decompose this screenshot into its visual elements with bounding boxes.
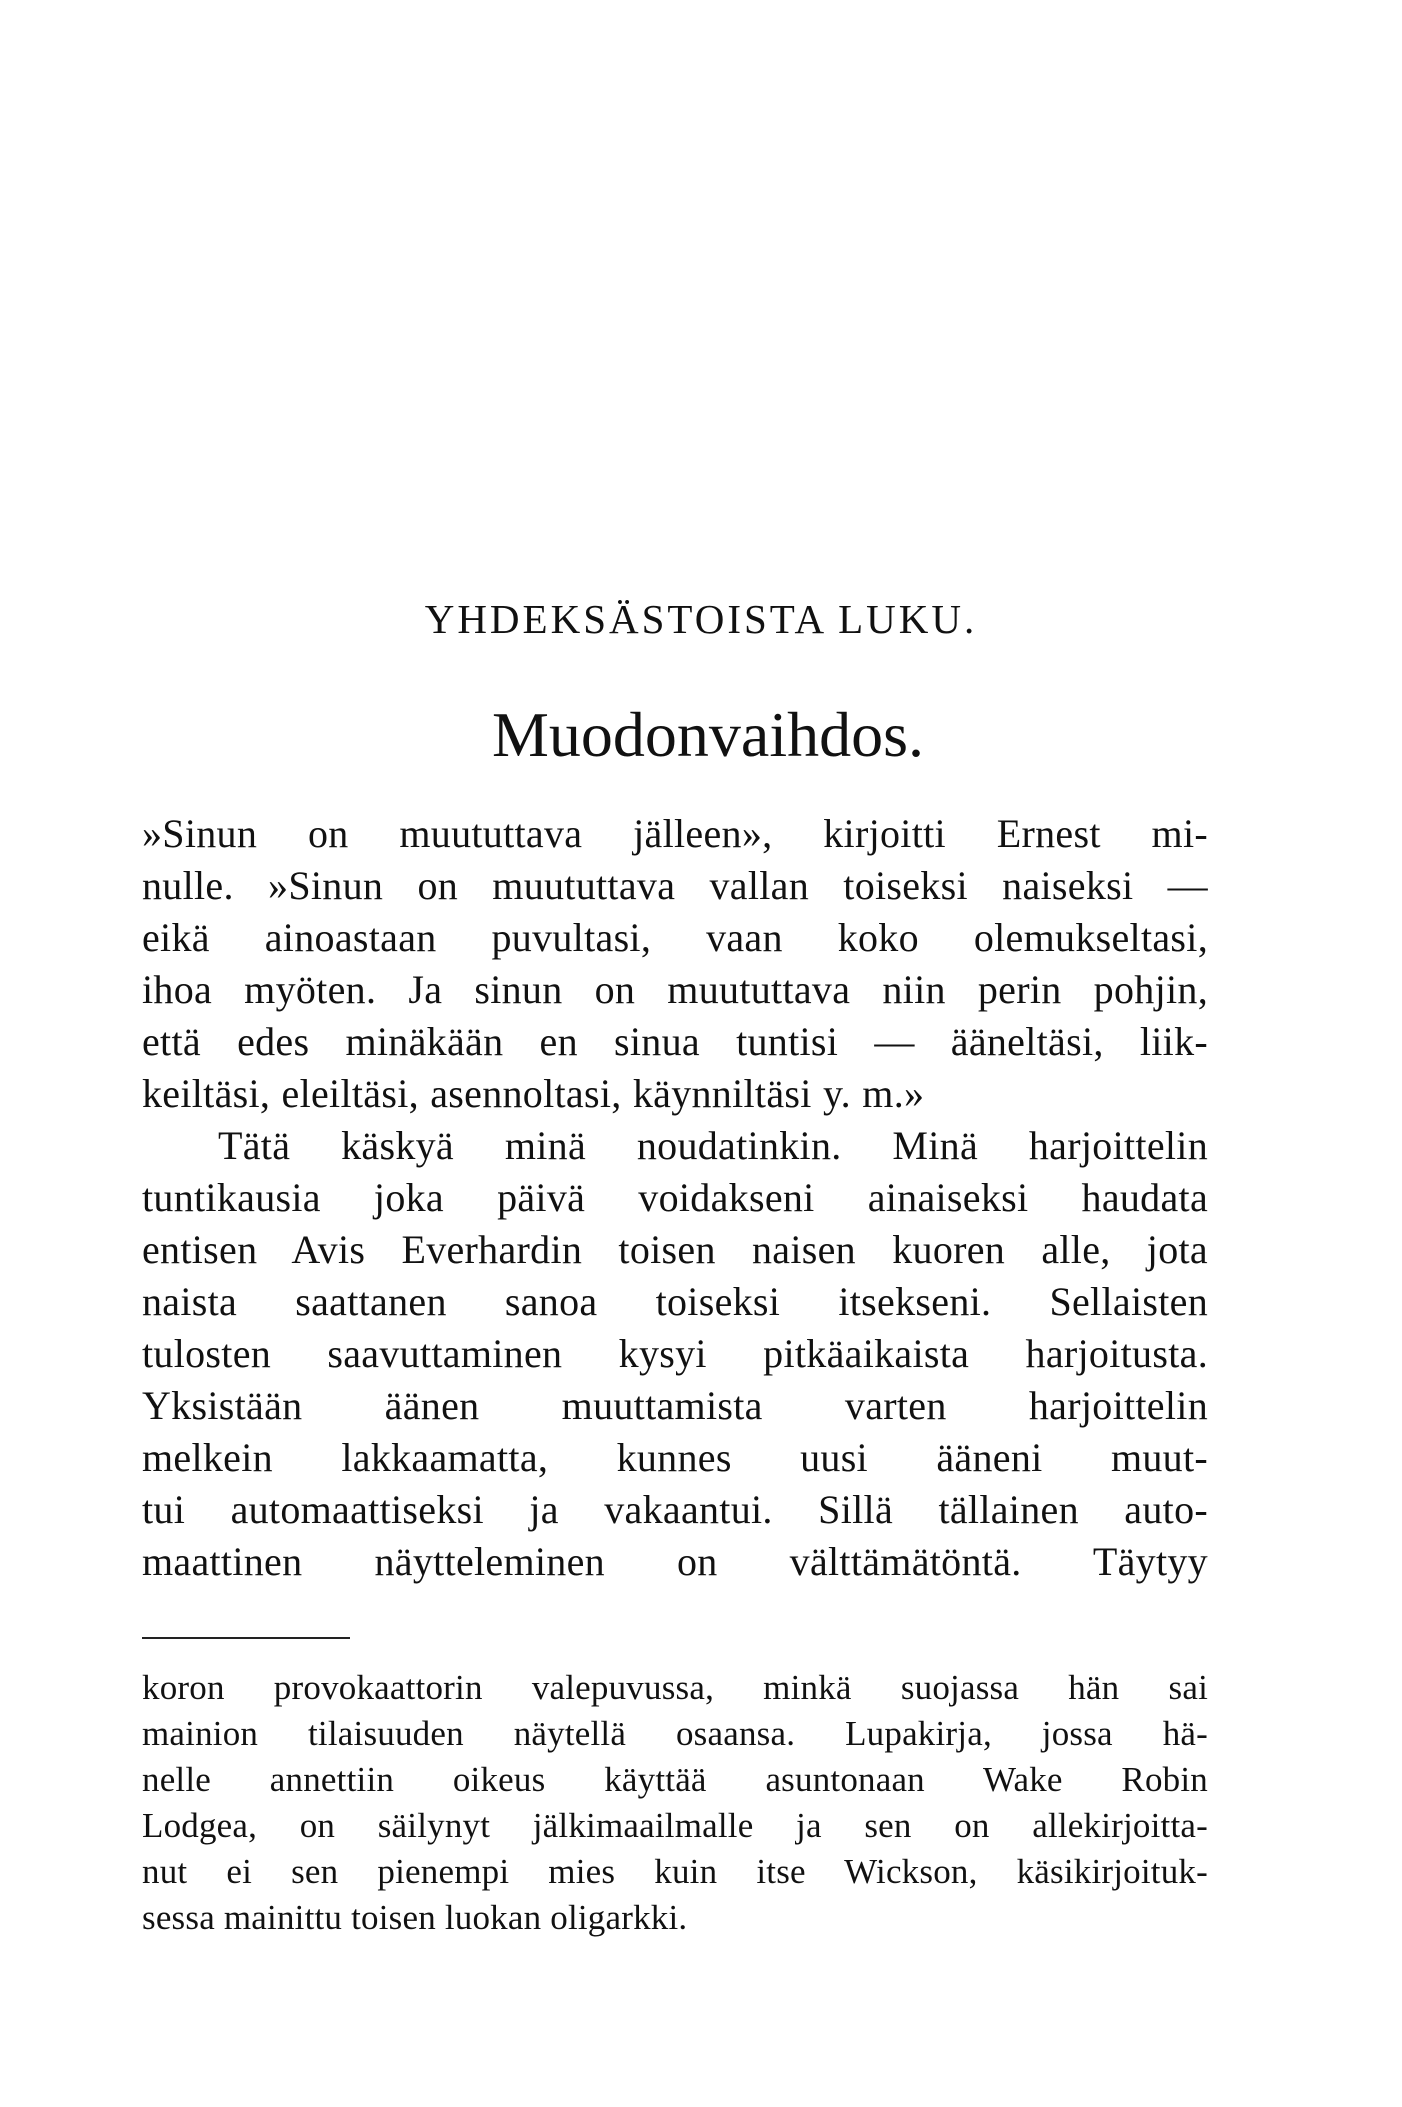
footnote-line: nelle annettiin oikeus käyttää asuntonaan Wake Robin — [142, 1760, 1208, 1799]
body-line: maattinen näytteleminen on välttämätöntä. Täytyy — [142, 1539, 1208, 1584]
footnote-line: nut ei sen pienempi mies kuin itse Wickson, käsikirjoituk- — [142, 1852, 1208, 1891]
footnote-line: Lodgea, on säilynyt jälkimaailmalle ja sen on allekirjoitta- — [142, 1806, 1208, 1845]
footnote-line: sessa mainittu toisen luokan oligarkki. — [142, 1898, 688, 1937]
body-text — [142, 808, 1208, 1588]
body-line: Yksistään äänen muuttamista varten harjoittelin — [142, 1383, 1208, 1428]
body-line: Tätä käskyä minä noudatinkin. Minä harjoittelin — [218, 1123, 1208, 1168]
footnote-line: koron provokaattorin valepuvussa, minkä suojassa hän sai — [142, 1668, 1208, 1707]
body-line: nulle. »Sinun on muututtava vallan toiseksi naiseksi — — [142, 863, 1208, 908]
body-line: tulosten saavuttaminen kysyi pitkäaikaista harjoitusta. — [142, 1331, 1208, 1376]
body-line: naista saattanen sanoa toiseksi itsekseni. Sellaisten — [142, 1279, 1208, 1324]
chapter-title: Muodonvaihdos. — [492, 699, 924, 770]
body-line: eikä ainoastaan puvultasi, vaan koko olemukseltasi, — [142, 915, 1208, 960]
footnote-line: mainion tilaisuuden näytellä osaansa. Lupakirja, jossa hä- — [142, 1714, 1208, 1753]
body-line: melkein lakkaamatta, kunnes uusi ääneni muut- — [142, 1435, 1208, 1480]
body-line: ihoa myöten. Ja sinun on muututtava niin perin pohjin, — [142, 967, 1208, 1012]
footnote-text — [142, 1665, 1208, 1941]
body-line: keiltäsi, eleiltäsi, asennoltasi, käynniltäsi y. m.» — [142, 1071, 925, 1116]
chapter-label: YHDEKSÄSTOISTA LUKU. — [424, 596, 978, 642]
body-line: että edes minäkään en sinua tuntisi — ääneltäsi, liik- — [142, 1019, 1208, 1064]
body-line: tuntikausia joka päivä voidakseni ainaiseksi haudata — [142, 1175, 1208, 1220]
footnote-rule — [142, 1637, 350, 1639]
body-line: entisen Avis Everhardin toisen naisen kuoren alle, jota — [142, 1227, 1208, 1272]
body-line: tui automaattiseksi ja vakaantui. Sillä tällainen auto- — [142, 1487, 1208, 1532]
body-line: »Sinun on muututtava jälleen», kirjoitti Ernest mi- — [142, 811, 1208, 856]
